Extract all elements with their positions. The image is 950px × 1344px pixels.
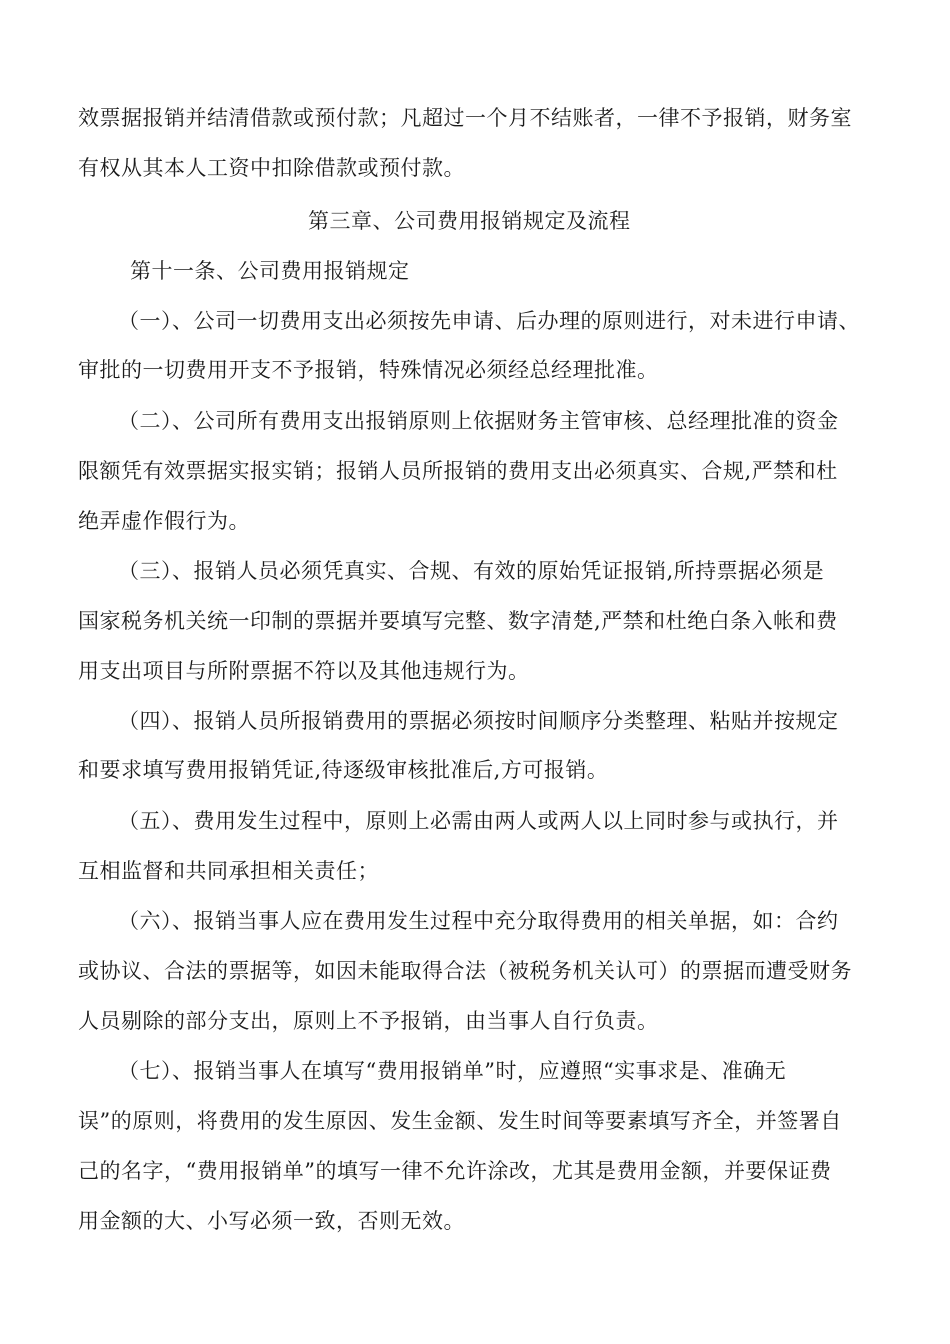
body-line: （五）、费用发生过程中，原则上必需由两人或两人以上同时参与或执行，并 [118, 809, 839, 833]
body-line: 国家税务机关统一印制的票据并要填写完整、数字清楚,严禁和杜绝白条入帐和费 [78, 609, 838, 633]
body-line: （三）、报销人员必须凭真实、合规、有效的原始凭证报销,所持票据必须是 [118, 559, 825, 583]
body-line: 互相监督和共同承担相关责任； [78, 859, 379, 883]
chapter-heading: 第三章、公司费用报销规定及流程 [308, 209, 631, 233]
body-line: （一）、公司一切费用支出必须按先申请、后办理的原则进行，对未进行申请、 [118, 309, 860, 333]
body-line: 和要求填写费用报销凭证,待逐级审核批准后,方可报销。 [78, 758, 609, 782]
body-line: 人员剔除的部分支出，原则上不予报销，由当事人自行负责。 [78, 1009, 659, 1033]
article-heading: 第十一条、公司费用报销规定 [130, 259, 410, 283]
body-line: 有权从其本人工资中扣除借款或预付款。 [78, 156, 465, 180]
body-line: 用金额的大、小写必须一致，否则无效。 [78, 1209, 465, 1233]
body-line: 己的名字，“费用报销单”的填写一律不允许涂改，尤其是费用金额，并要保证费 [78, 1159, 832, 1183]
body-line: 限额凭有效票据实报实销；报销人员所报销的费用支出必须真实、合规,严禁和杜 [78, 459, 838, 483]
body-line: 或协议、合法的票据等，如因未能取得合法（被税务机关认可）的票据而遭受财务 [78, 959, 852, 983]
body-line: （二）、公司所有费用支出报销原则上依据财务主管审核、总经理批准的资金 [118, 409, 839, 433]
body-line: （四）、报销人员所报销费用的票据必须按时间顺序分类整理、粘贴并按规定 [118, 709, 839, 733]
body-line: 绝弄虚作假行为。 [78, 509, 250, 533]
body-line: 审批的一切费用开支不予报销，特殊情况必须经总经理批准。 [78, 358, 659, 382]
body-line: 用支出项目与所附票据不符以及其他违规行为。 [78, 659, 530, 683]
body-line: 误”的原则，将费用的发生原因、发生金额、发生时间等要素填写齐全，并签署自 [78, 1109, 842, 1133]
body-line: （七）、报销当事人在填写“费用报销单”时，应遵照“实事求是、准确无 [118, 1059, 787, 1083]
body-line: （六）、报销当事人应在费用发生过程中充分取得费用的相关单据，如：合约 [118, 909, 839, 933]
body-line: 效票据报销并结清借款或预付款；凡超过一个月不结账者，一律不予报销，财务室 [78, 106, 852, 130]
